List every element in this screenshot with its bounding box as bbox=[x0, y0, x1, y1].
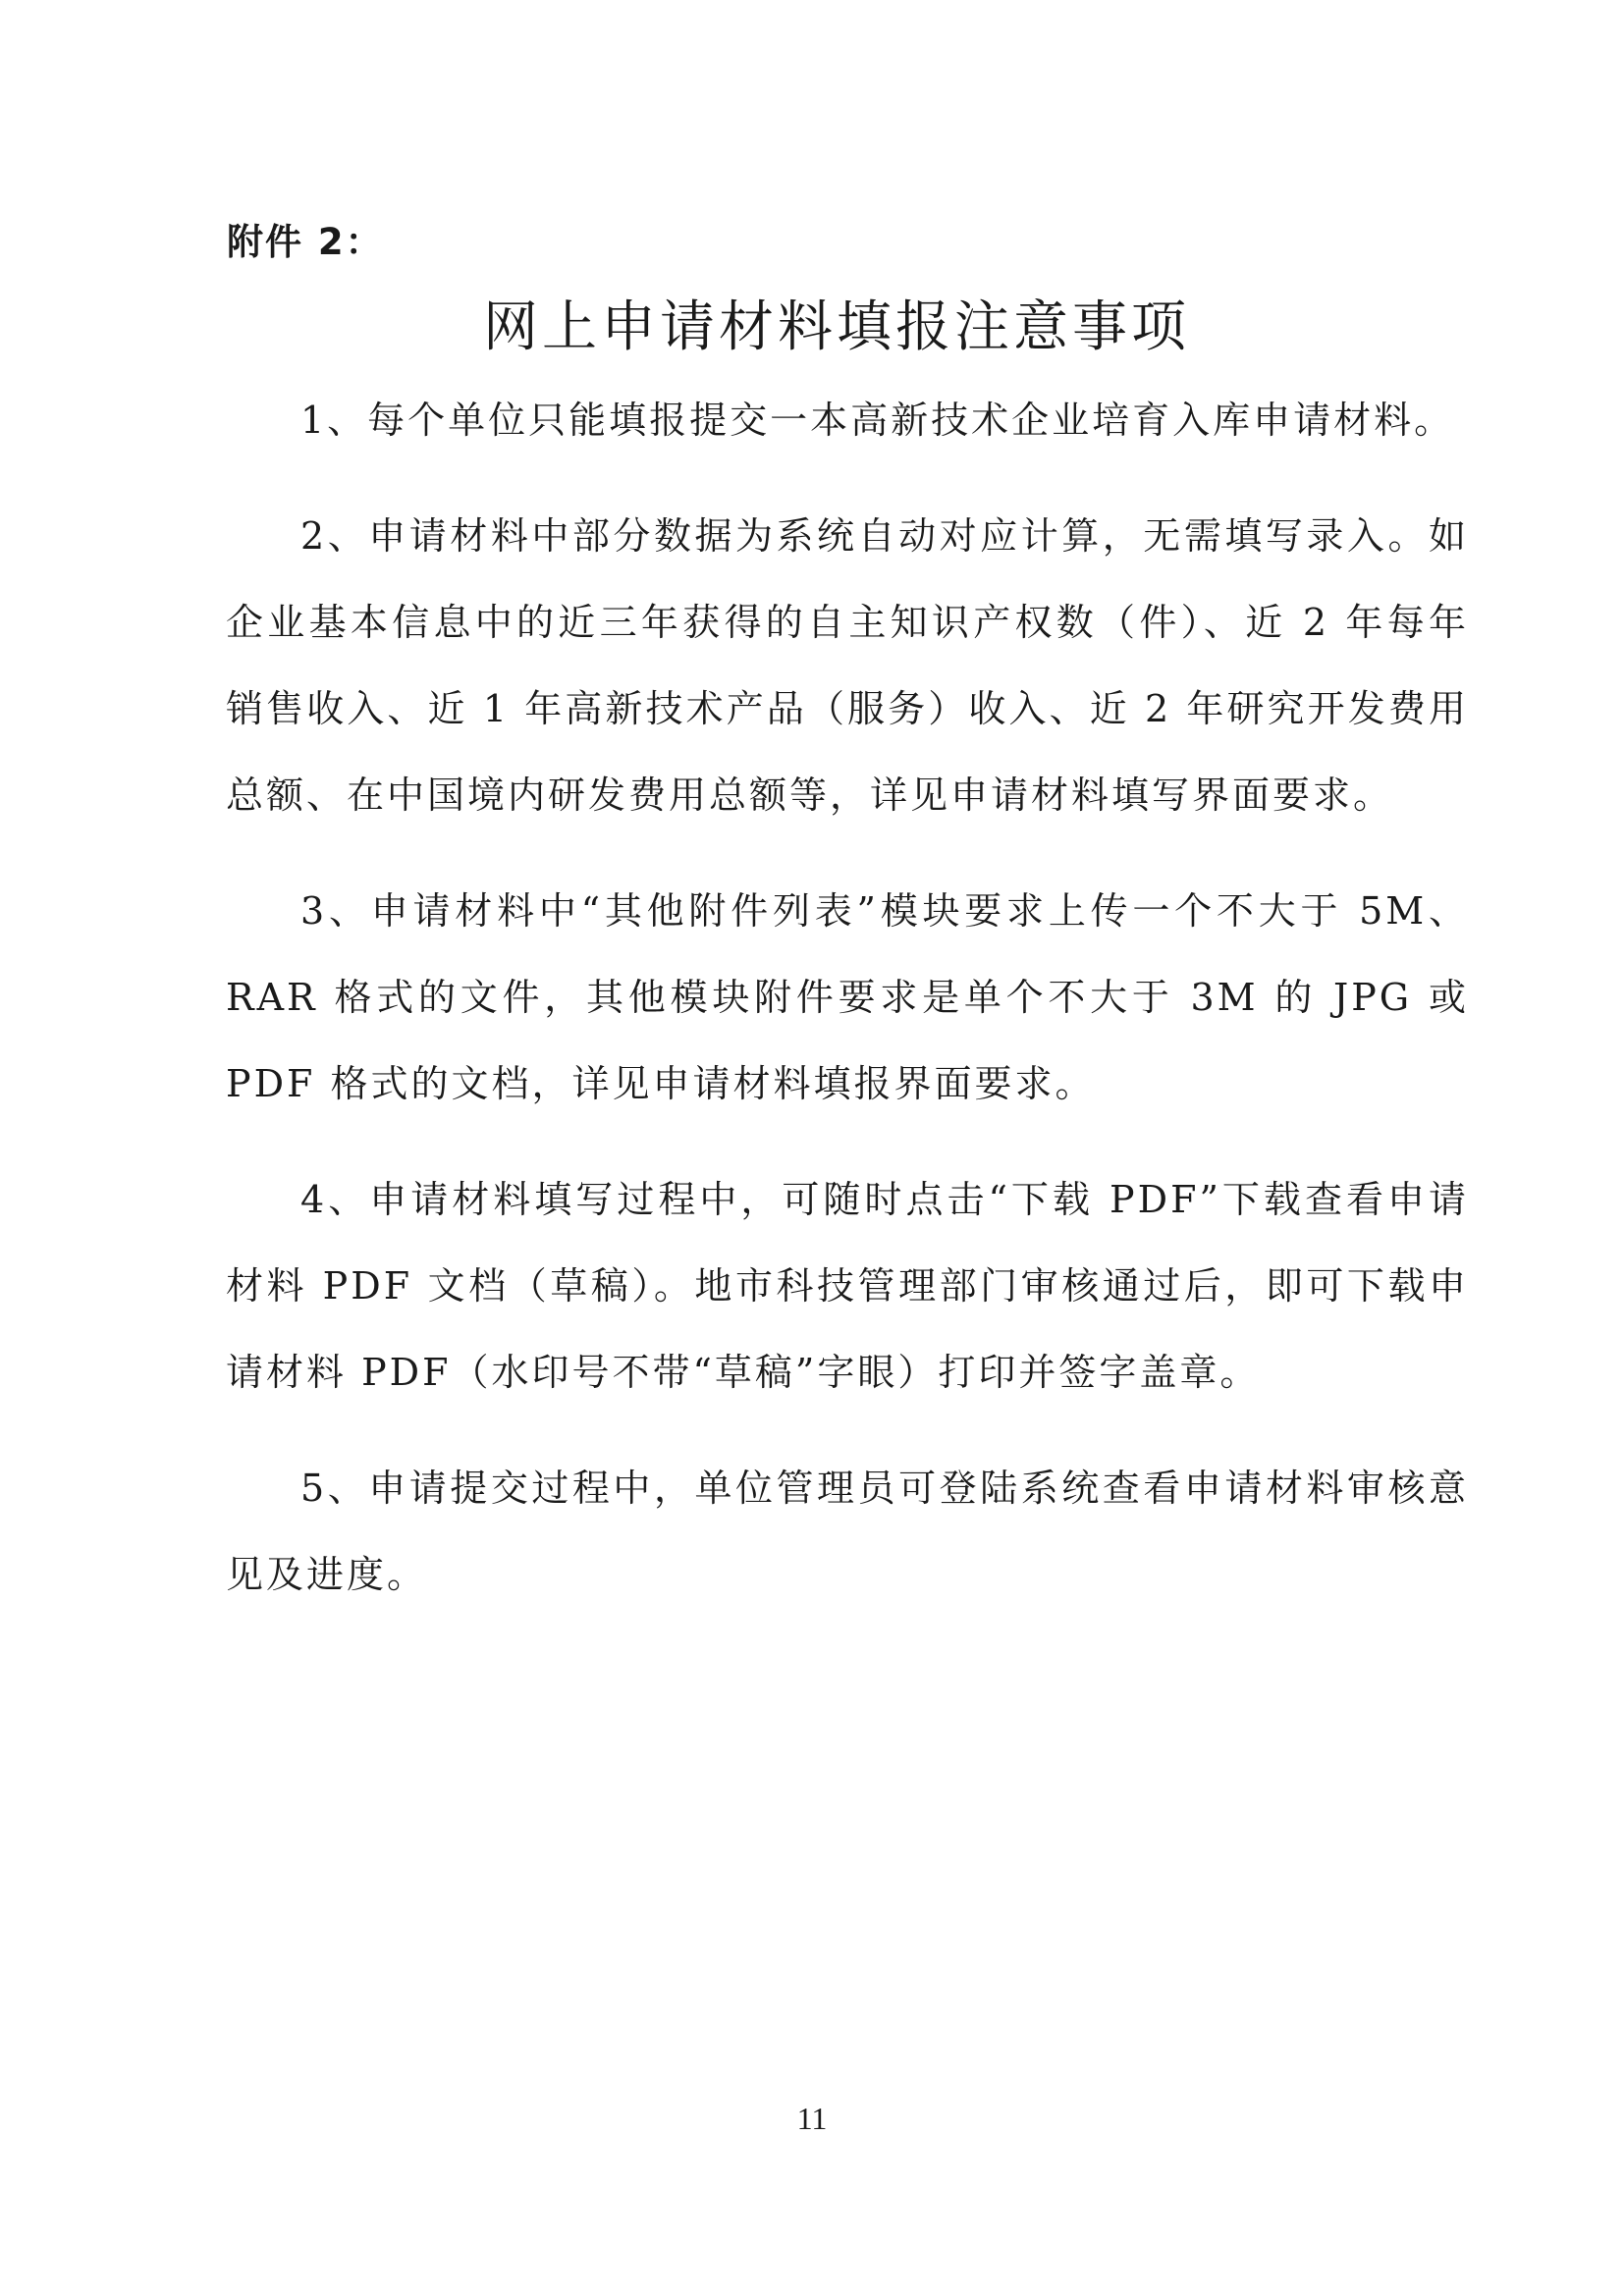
paragraph-3: 3、申请材料中“其他附件列表”模块要求上传一个不大于 5M、RAR 格式的文件，其他模块附件要求是单个不大于 3M 的 JPG 或 PDF 格式的文档，详见申请材料填报界面要求。 bbox=[226, 889, 1469, 1105]
attachment-label: 附件 2： bbox=[227, 221, 384, 263]
document-title: 网上申请材料填报注意事项 bbox=[483, 295, 1190, 359]
paragraph-5: 5、申请提交过程中，单位管理员可登陆系统查看申请材料审核意见及进度。 bbox=[226, 1467, 1469, 1596]
page-number: 11 bbox=[796, 2101, 828, 2136]
paragraph-4: 4、申请材料填写过程中，可随时点击“下载 PDF”下载查看申请材料 PDF 文档（草稿）。地市科技管理部门审核通过后，即可下载申请材料 PDF（水印号不带“草稿”字眼）打印并签字盖章。 bbox=[226, 1178, 1469, 1394]
paragraph-2: 2、申请材料中部分数据为系统自动对应计算，无需填写录入。如企业基本信息中的近三年获得的自主知识产权数（件）、近 2 年每年销售收入、近 1 年高新技术产品（服务）收入、近 2 年研究开发费用总额、在中国境内研发费用总额等，详见申请材料填写界面要求。 bbox=[226, 514, 1469, 817]
document-body bbox=[226, 377, 1469, 1647]
paragraph-1: 1、每个单位只能填报提交一本高新技术企业培育入库申请材料。 bbox=[300, 399, 1455, 442]
